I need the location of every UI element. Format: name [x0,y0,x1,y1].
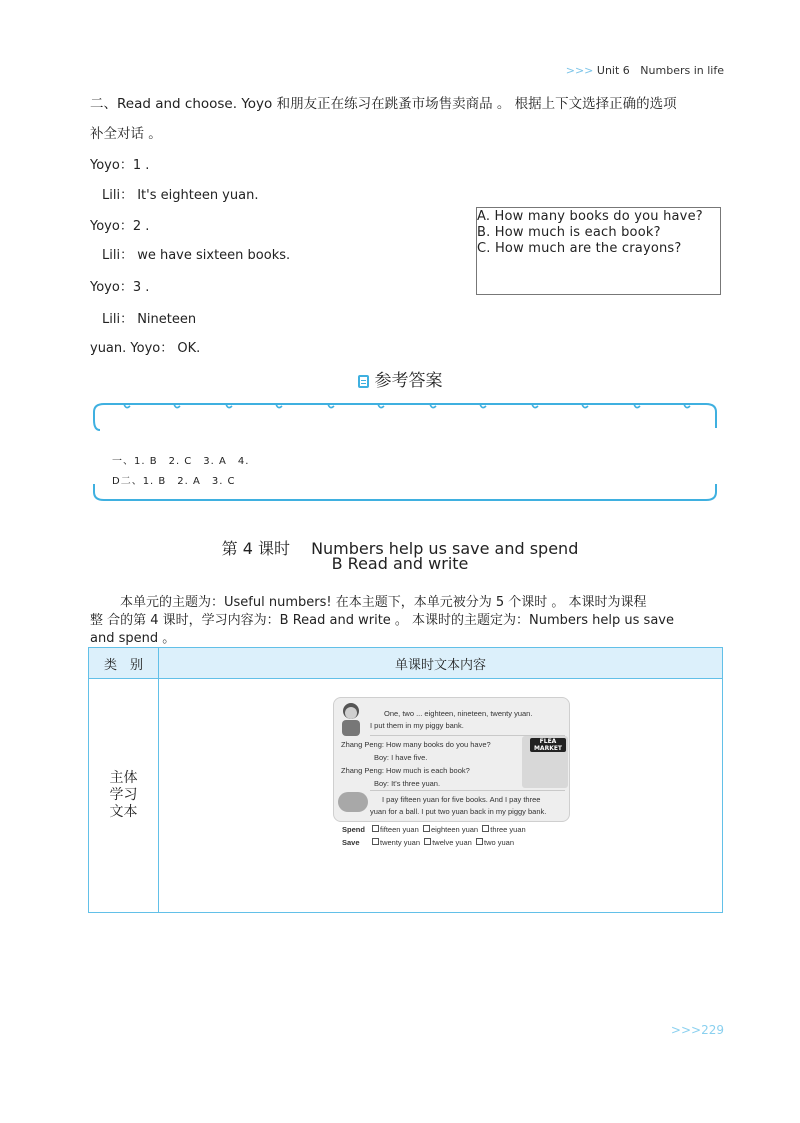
checkbox-icon [476,838,483,845]
excerpt-line-4: Boy: I have five. [374,753,428,762]
lesson-subtitle: B Read and write [331,554,469,573]
page-number: >>>229 [670,1023,724,1037]
boy-illustration [336,700,366,736]
excerpt-line-1: One, two ... eighteen, nineteen, twenty yuan. [384,709,533,718]
answers-line-1: 一、1. B 2. C 3. A 4. [112,456,250,467]
dialogue-line-4: Lili： we have sixteen books. [102,248,291,263]
dialogue-line-3: Yoyo：2 . [90,219,150,234]
checkbox-icon [482,825,489,832]
dialogue-line-2: Lili： It's eighteen yuan. [102,188,259,203]
table-header-content: 单课时文本内容 [159,648,723,679]
running-header [566,64,724,77]
spend-choices: Spend fifteen yuan eighteen yuan three yuan [342,825,526,834]
intro-line-3: and spend 。 [90,631,176,646]
option-b: B. How much is each book? [477,225,661,240]
answers-heading [0,366,800,391]
textbook-excerpt-image [333,697,570,822]
lesson-intro [90,594,722,648]
excerpt-line-5: Zhang Peng: How much is each book? [341,766,470,775]
header-arrows: >>> [565,64,594,77]
dialogue-line-1: Yoyo：1 . [90,158,150,173]
excerpt-line-8: yuan for a ball. I put two yuan back in my piggy bank. [370,807,547,816]
checkbox-icon [423,825,430,832]
section2-title-line2: 补全对话 。 [90,126,162,142]
excerpt-line-7: I pay fifteen yuan for five books. And I pay three [382,795,541,804]
lesson-title: 第 4 课时 Numbers help us save and spend [221,539,579,558]
answers-title: 参考答案 [374,371,443,391]
options-box [476,207,721,295]
excerpt-line-6: Boy: It's three yuan. [374,779,441,788]
excerpt-line-2: I put them in my piggy bank. [370,721,464,730]
document-icon [358,375,369,388]
piggy-bank-icon [338,792,368,812]
excerpt-line-3: Zhang Peng: How many books do you have? [341,740,491,749]
answers-line-2: D二、1. B 2. A 3. C [112,476,236,487]
flea-market-sign: FLEA MARKET [530,738,566,752]
dialogue-line-7: yuan. Yoyo： OK. [90,341,201,356]
option-c: C. How much are the crayons? [477,241,682,256]
checkbox-icon [424,838,431,845]
intro-line-2: 整 合的第 4 课时，学习内容为：B Read and write 。 本课时的主题定为：Numbers help us save [90,613,674,628]
header-title: Numbers in life [640,64,724,77]
table-header-category: 类 别 [89,648,159,679]
section2-title-line1: 二、Read and choose. Yoyo 和朋友正在练习在跳蚤市场售卖商品 。 根据上下文选择正确的选项 [90,96,677,112]
answers-frame [90,398,720,504]
option-a: A. How many books do you have? [477,209,703,224]
dialogue-line-5: Yoyo：3 . [90,280,150,295]
intro-line-1: 本单元的主题为：Useful numbers! 在本主题下，本单元被分为 5 个课时 。 本课时为课程 [120,595,647,610]
checkbox-icon [372,825,379,832]
checkbox-icon [372,838,379,845]
header-unit: Unit 6 [596,64,630,77]
save-choices: Save twenty yuan twelve yuan two yuan [342,838,515,847]
table-row-label: 主体 学习 文本 [89,679,159,913]
dialogue-line-6: Lili： Nineteen [102,312,197,327]
